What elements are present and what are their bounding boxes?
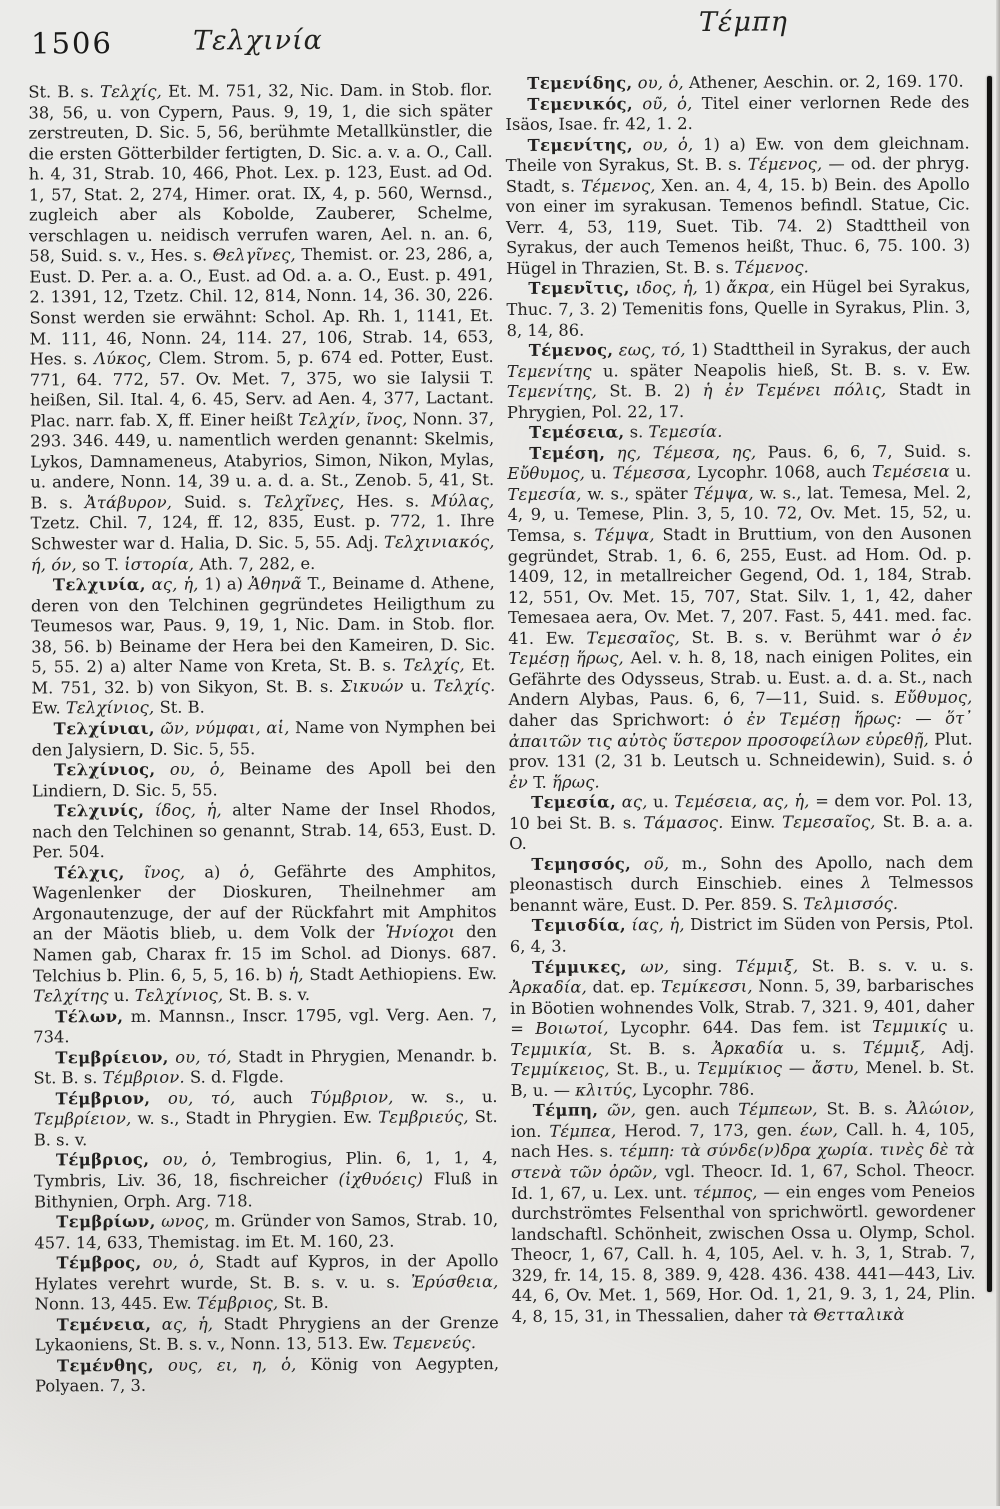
entry-headword: Τέμβριος, <box>55 1150 150 1170</box>
binding-shadow-line <box>987 76 992 1292</box>
lexicon-entry: Τελχίνιαι, ῶν, νύμφαι, αἱ, Name von Nymphen bei den Jalysiern, D. Sic. 5, 55. <box>31 716 496 759</box>
greek-term: ἡ, <box>206 800 222 820</box>
greek-term: Τελχίς, <box>100 81 163 102</box>
greek-term: Τεμενίτης <box>506 361 592 381</box>
entry-headword: Τέλχις, <box>54 862 125 883</box>
greek-term: Τεμεσία. <box>648 422 723 442</box>
entry-headword: Τέμενος, <box>528 340 614 360</box>
entry-headword: Τεμενίδης, <box>527 73 633 93</box>
greek-term: τῶν <box>568 1162 602 1182</box>
entry-headword: Τεμένεια, <box>56 1314 152 1335</box>
greek-term: χωρία. <box>817 1140 874 1160</box>
lexicon-entry: Τελχίνιος, ου, ὁ, Beiname des Apoll bei den Lindiern, D. Sic. 5, 55. <box>31 758 496 801</box>
greek-term: ῶν, <box>160 718 190 738</box>
greek-term: τέμπος, <box>693 1182 758 1202</box>
greek-term: Τέμενος, <box>747 154 823 174</box>
greek-term: Τέμπεων, <box>738 1099 818 1120</box>
entry-headword: Τεμησσός, <box>531 854 632 874</box>
greek-term: ων, <box>640 956 670 976</box>
greek-term: ὁ, <box>668 73 684 93</box>
lexicon-entry: Τεμενίτης, ου, ὁ, 1) a) Ew. von dem gleichnam. Theile von Syrakus, St. B. s. Τέμενος, — od. der phryg. Stadt, s. Τέμενος, Xen. an. 4, 4, 15. b) Bein. des Apollo von einer im syrakusan. Temenos befindl. Statue, Cic. Verr. 4, 53, 119, Suet. Tib. 74. 2) Stadttheil von Syrakus, der auch Temenos heißt, Thuc. 6, 75. 100. 3) Hügel in Thrazien, St. B. s. Τέμενος. <box>505 133 971 278</box>
greek-term: Θετταλικὰ <box>813 1304 905 1325</box>
greek-term: Τέμβριον. <box>102 1067 185 1088</box>
greek-term: ὁ, <box>677 134 694 154</box>
greek-term: ης, <box>616 443 642 463</box>
greek-term: τὰ <box>954 1139 975 1160</box>
greek-term: τό, <box>207 1047 232 1067</box>
greek-term: ἡ, <box>794 791 810 811</box>
greek-term: ιδος, <box>635 278 677 298</box>
greek-term: αὐτὸς <box>617 730 668 750</box>
lexicon-entry: Τέλχις, ῖνος, a) ὁ, Gefährte des Amphitos, Wagenlenker der Dioskuren, Theilnehmer am Argonautenzuge, der auf der Rückfahrt mit Amphitos an der Mäotis blieb, u. dem Volk der Ἡνίοχοι den Namen gab, Charax fr. 15 im Schol. ad Dionys. 687. Telchius b. Plin. 6, 5, 5, 16. b) ἡ, Stadt Aethiopiens. Ew. Τελχίτης u. Τελχίνιος, St. B. s. v. <box>32 860 497 1006</box>
greek-term: ου, <box>167 1088 194 1108</box>
greek-term: Τεμμίκειος, <box>510 1059 610 1080</box>
page-edge-shadow <box>996 0 1000 1506</box>
greek-term: Τέμμιξ, <box>862 1037 926 1057</box>
greek-term: ας, <box>621 792 648 812</box>
greek-term: τέμπη: <box>619 1141 675 1161</box>
greek-term: Ἀρκαδία <box>712 1038 784 1058</box>
greek-term: ἐν <box>746 709 766 729</box>
page-number: 1506 <box>30 26 113 61</box>
greek-term: Τελμισσός. <box>803 893 899 914</box>
greek-term: Τέμψα, <box>594 525 655 545</box>
greek-term: λ <box>860 873 872 893</box>
greek-term: Τεμεσαῖος, <box>782 811 876 832</box>
greek-term: Τέμβριος, <box>196 1293 279 1313</box>
greek-term: Τεμβριεύς, <box>378 1107 469 1127</box>
greek-term: ἥρως, <box>575 648 624 668</box>
lexicon-entry: Τεμέση, ης, Τέμεσα, ης, Paus. 6, 6, 7, Suid. s. Εὔθυμος, u. Τέμεσσα, Lycophr. 1068, auch Τεμέσεια u. Τεμεσία, w. s., später Τέμψα, w. s., lat. Temesa, Mel. 2, 4, 9, u. Temese, Plin. 3, 5, 10. 72, Ov. Met. 15, 52, u. Temsa, s. Τέμψα, Stadt in Bruttium, von den Ausonen gegründet, Strab. 1, 6. 6, 255, Eust. ad Hom. Od. p. 1409, 12, in metallreicher Gegend, Od. 1, 184, Strab. 12, 551, Ov. Met. 15, 707, Stat. Silv. 1, 1, 42, daher Temesaea aera, Ov. Met. 7, 207. Fast. 5, 441. med. fac. 41. Ew. Τεμεσαῖος, St. B. s. v. Berühmt war ὁ ἐν Τεμέσῃ ἥρως, Ael. v. h. 8, 18, nach einigen Polites, ein Gefährte des Odysseus, Strab. u. Eust. a. d. a. St., nach Andern Alybas, Paus. 6, 6, 7—11, Suid. s. Εὔθυμος, daher das Sprichwort: ὁ ἐν Τεμέσῃ ἥρως: — ὅτ᾽ ἀπαιτῶν τις αὐτὸς ὕστερον προσοφείλων εὑρεθῇ, Plut. prov. 131 (2, 31 b. Leutsch u. Schneidewin), Suid. s. ὁ ἐν T. ἥρως. <box>507 441 973 792</box>
lexicon-entry: Τεμέσεια, s. Τεμεσία. <box>529 422 723 443</box>
greek-term: Τύμβριον, <box>310 1087 394 1107</box>
lexicon-entry: Τεμένθης, ους, ει, η, ὁ, König von Aegypten, Polyaen. 7, 3. <box>35 1353 500 1396</box>
greek-term: ἐν <box>952 626 973 646</box>
greek-term: Τελχῖνες, <box>263 491 345 512</box>
greek-term: τό, <box>210 1088 236 1108</box>
greek-term: Τεμέσῃ <box>779 709 841 729</box>
greek-term: ἥρως: <box>853 708 902 729</box>
greek-term: Τεμενίτης, <box>506 381 598 402</box>
greek-term: Λύκος, <box>94 348 152 369</box>
greek-term: Τεμίκεσσι, <box>660 976 753 997</box>
entry-continuation: St. B. s. Τελχίς, Et. M. 751, 32, Nic. Dam. in Stob. flor. 38, 56, u. von Cypern, Paus. 9, 19, 1, die sich später zerstreuten, D. Sic. 5, 56, berühmte Metallkünstler, die die ersten Götterbilder fertigten, D. Sic. a. v. a. O., Call. h. 4, 31, Strab. 10, 466, Phot. Lex. p. 123, Eust. ad Od. 1, 57, Stat. 2, 274, Himer. orat. IX, 4, p. 560, Wernsd., zugleich aber als Kobolde, Zauberer, Schelme, verschlagen u. neidisch verrufen waren, Ael. n. an. 6, 58, Suid. s. v., Hes. s. Θελγῖνες, Themist. or. 23, 286, a, Eust. D. Per. a. a. O., Eust. ad Od. a. a. O., Eust. p. 491, 2. 1391, 12, Tzetz. Chil. 12, 814, Nonn. 14, 36. 30, 226. Sonst werden sie erwähnt: Schol. Ap. Rh. 1, 1141, Et. M. 111, 46, Nonn. 24, 114. 27, 106, Strab. 14, 653, Hes. s. Λύκος, Clem. Strom. 5, p. 674 ed. Potter, Eust. 771, 64. 772, 57. Ov. Met. 7, 375, wo sie Ialysii T. heißen, Sil. Ital. 4, 6. 45, Serv. ad Aen. 4, 377, Lactant. Plac. narr. fab. X, ff. Einer heißt Τελχίν, ῖνος, Nonn. 37, 293. 346. 449, u. namentlich werden genannt: Skelmis, Lykos, Damnameneus, Atabyrios, Simon, Nikon, Mylas, u. andere, Nonn. 14, 39 u. a. d. a. St., Zenob. 5, 41, St. B. s. Ἀτάβυρον, Suid. s. Τελχῖνες, Hes. s. Μύλας, Tzetz. Chil. 7, 124, ff. 12, 835, Eust. p. 772, 1. Ihre Schwester war d. Halia, D. Sic. 5, 55. Adj. Τελχινιακός, ή, όν, so T. ἱστορία, Ath. 7, 282, e. <box>28 80 495 575</box>
greek-term: ἐν <box>724 380 744 401</box>
greek-term: ἐν <box>508 772 529 792</box>
greek-term: ἡ, <box>183 574 199 594</box>
lexicon-entry: Τεμησσός, οῦ, m., Sohn des Apollo, nach dem pleonastisch durch Einschieb. eines λ Telmessos benannt wäre, Eust. D. Per. 859. S. Τελμισσός. <box>509 852 974 915</box>
lexicon-entry: Τέμενος, εως, τό, 1) Stadttheil in Syrakus, der auch Τεμενίτης u. später Neapolis hieß, St. B. s. v. Ew. Τεμενίτης, St. B. 2) ἡ ἐν Τεμένει πόλις, Stadt in Phrygien, Pol. 22, 17. <box>506 338 971 422</box>
greek-term: ου, <box>637 73 664 93</box>
lexicon-entry: Τεμένεια, ας, ἡ, Stadt Phrygiens an der Grenze Lykaoniens, St. B. s. v., Nonn. 13, 513. Ew. Τεμενεύς. <box>34 1312 499 1355</box>
entry-headword: Τεμένθης, <box>56 1355 155 1376</box>
greek-term: ἡ <box>702 381 713 401</box>
greek-term: Βοιωτοί, <box>535 1018 609 1038</box>
entry-headword: Τελχινίς, <box>54 801 145 821</box>
greek-term: ὀρῶν, <box>608 1162 658 1182</box>
greek-term: Τεμεσία, <box>507 484 582 504</box>
greek-term: ῖνος, <box>143 862 186 882</box>
greek-term: εὑρεθῇ, <box>865 729 929 749</box>
greek-term: πόλις, <box>833 380 887 400</box>
entry-headword: Τεμβρίειον, <box>55 1047 169 1068</box>
greek-term: ὁ <box>962 749 973 769</box>
entry-headword: Τελχίνιος, <box>53 759 156 780</box>
greek-term: ἡ, <box>682 278 699 298</box>
lexicon-entry: Τεμεσία, ας, u. Τεμέσεια, ας, ἡ, = dem vor. Pol. 13, 10 bei St. B. s. Τάμασος. Einw. Τεμεσαῖος, St. B. a. a. O. <box>509 790 974 854</box>
greek-term: οῦ, <box>643 853 670 874</box>
greek-term: ὁ <box>723 709 734 729</box>
greek-term: ου, <box>152 1252 179 1272</box>
greek-term: Τεμμίκιος <box>697 1058 783 1079</box>
greek-term: ὁ, <box>201 1149 217 1170</box>
greek-term: ου, <box>642 134 669 154</box>
lexicon-entry: Τελχινίς, ίδος, ἡ, alter Name der Insel Rhodos, nach den Telchinen so genannt, Strab. 14, 653, Eust. D. Per. 504. <box>32 799 497 862</box>
entry-headword: Τελχινία, <box>52 574 146 595</box>
greek-term: ὁ <box>931 626 942 646</box>
greek-term: στενὰ <box>510 1162 562 1182</box>
lexicon-entry: Τεμενικός, οῦ, ὁ, Titel einer verlornen Rede des Isäos, Isae. fr. 42, 1. 2. <box>505 92 970 135</box>
greek-term: Ἀλώιον, <box>906 1098 975 1119</box>
greek-term: νύμφαι, <box>195 718 261 738</box>
entry-headword: Τέμβρος, <box>56 1253 142 1273</box>
entry-headword: Τεμβρίων, <box>56 1211 156 1232</box>
greek-term: ή, <box>30 554 47 575</box>
greek-term: ἡ, <box>669 915 685 935</box>
greek-term: (ἰχθυόεις) <box>338 1169 424 1189</box>
greek-term: οῦ, <box>642 93 668 113</box>
entry-headword: Τέμβριον, <box>55 1088 151 1109</box>
greek-term: Τεμεσαῖος, <box>586 627 681 648</box>
greek-term: Τελχίνιος, <box>65 698 155 718</box>
greek-term: Ἡνίοχοι <box>385 922 456 943</box>
entry-headword: Τεμέση, <box>529 443 606 463</box>
greek-term: Τέμεσα, <box>652 442 721 463</box>
greek-term: ῖνος, <box>366 409 408 429</box>
running-head-left: Τελχινία <box>192 24 323 57</box>
greek-term: Τέμενος, <box>581 175 656 196</box>
running-head-right: Τέμπη <box>698 6 789 38</box>
greek-term: προσοφείλων <box>747 729 861 750</box>
greek-term: Τεμέσεια <box>871 462 950 482</box>
greek-term: Τέμπεα, <box>549 1121 617 1141</box>
greek-term: ῶν, <box>607 1100 637 1120</box>
greek-term: ἥρως. <box>551 772 600 792</box>
greek-term: Τεμμικίς <box>872 1016 948 1037</box>
greek-term: ου, <box>175 1047 201 1067</box>
greek-term: Τελχίτης <box>33 986 109 1006</box>
greek-term: δὲ <box>929 1140 949 1160</box>
lexicon-entry: Τέμβριος, ου, ὁ, Tembrogius, Plin. 6, 1, 1, 4, Tymbris, Liv. 36, 18, fischreicher (ἰχθυόεις) Fluß in Bithynien, Orph. Arg. 718. <box>33 1148 499 1211</box>
greek-term: ει, <box>216 1355 238 1375</box>
entry-headword: Τεμισδία, <box>531 915 627 936</box>
lexicon-entry: Τέμβριον, ου, τό, auch Τύμβριον, w. s., u. Τεμβρίειον, w. s., Stadt in Phrygien. Ew. Τεμβριεύς, St. B. s. v. <box>33 1086 498 1150</box>
greek-term: ὕστερον <box>672 730 742 750</box>
greek-term: αἱ, <box>266 718 290 738</box>
greek-term: Εὔθυμος, <box>507 463 586 484</box>
lexicon-entry: Τεμισδία, ίας, ἡ, District im Süden von Persis, Ptol. 6, 4, 3. <box>509 913 974 956</box>
lexicon-entry: Τελχινία, ας, ἡ, 1) a) Ἀθηνᾶ T., Beiname d. Athene, deren von den Telchinen gegründetes Heiligthum zu Teumesos war, Paus. 9, 19, 1, Nic. Dam. in Stob. flor. 38, 56. b) Beiname der Hera bei den Kameiren, D. Sic. 5, 55. 2) a) alter Name von Kreta, St. B. s. Τελχίς, Et. M. 751, 32. b) von Sikyon, St. B. s. Σικυών u. Τελχίς. Ew. Τελχίνιος, St. B. <box>30 573 496 718</box>
greek-term: Τεμενεύς. <box>392 1333 477 1353</box>
greek-term: Τελχίς. <box>433 675 496 696</box>
greek-term: Τεμμικία, <box>510 1039 593 1059</box>
greek-term: ας, <box>161 1314 188 1334</box>
greek-term: ὁ, <box>189 1252 205 1272</box>
lexicon-entry: Τέμπη, ῶν, gen. auch Τέμπεων, St. B. s. Ἀλώιον, ion. Τέμπεα, Herod. 7, 173, gen. έων, Call. h. 4, 105, nach Hes. s. τέμπη: τὰ σύνδε(ν)δρα χωρία. τινὲς δὲ τὰ στενὰ τῶν ὀρῶν, vgl. Theocr. Id. 1, 67, Schol. Theocr. Id. 1, 67, u. Lex. unt. τέμπος, — ein enges vom Peneios durchströmtes Felsenthal von sprichwörtl. gewordener landschaftl. Schönheit, zwischen Ossa u. Olymp, Schol. Theocr, 1, 67, Call. h. 4, 105, Ael. v. h. 3, 1, Strab. 7, 329, fr. 14, 15. 8, 389. 9, 428. 436. 438. 441—443, Liv. 44, 6, Ov. Met. 1, 569, Hor. Od. 1, 21, 9. 3, 1, 24, Plin. 4, 8, 15, 31, in Thessalien, daher τὰ Θετταλικὰ <box>510 1098 976 1326</box>
greek-term: τό, <box>661 340 686 360</box>
greek-term: τις <box>586 730 612 751</box>
greek-term: Τελχίν, <box>298 409 361 429</box>
greek-term: ἀπαιτῶν <box>508 731 582 751</box>
greek-term: Ἀρκαδία, <box>509 977 588 998</box>
greek-term: Τεμβρίειον, <box>33 1109 132 1129</box>
greek-term: ὁ, <box>209 759 226 779</box>
greek-term: Τέμμιξ, <box>735 955 799 976</box>
greek-term: τὰ <box>680 1141 701 1161</box>
lexicon-entry: Τέλων, m. Mannsn., Inscr. 1795, vgl. Verg. Aen. 7, 734. <box>33 1004 498 1047</box>
lexicon-entry: Τέμβρος, ου, ὁ, Stadt auf Kypros, in der Apollo Hylates verehrt wurde, St. B. s. v. u. s. Ἐρύσθεια, Nonn. 13, 445. Ew. Τέμβριος, St. B. <box>34 1251 499 1314</box>
greek-term: Τεμέσῃ <box>508 648 570 669</box>
lexicon-entry: Τέμμικες, ων, sing. Τέμμιξ, St. B. s. v. u. s. Ἀρκαδία, dat. ep. Τεμίκεσσι, Nonn. 5, 39, barbarisches in Böotien wohnendes Volk, Strab. 7, 321. 9, 401, daher = Βοιωτοί, Lycophr. 644. Das fem. ist Τεμμικίς u. Τεμμικία, St. B. s. Ἀρκαδία u. s. Τέμμιξ, Adj. Τεμμίκειος, St. B., u. Τεμμίκιος — ἄστυ, Menel. b. St. B, u. — κλιτύς, Lycophr. 786. <box>509 955 975 1100</box>
greek-term: ὁ, <box>281 1354 297 1375</box>
greek-term: ὅτ᾽ <box>944 708 973 728</box>
entry-headword: Τεμενίτης, <box>527 134 634 155</box>
greek-term: ης, <box>731 442 757 462</box>
greek-term: Ἀτάβυρον, <box>84 492 173 513</box>
greek-term: Εὔθυμος, <box>894 687 973 708</box>
entry-headword: Τεμενῖτις, <box>528 278 630 299</box>
greek-term: ας, <box>762 791 789 811</box>
greek-term: έων, <box>800 1120 839 1140</box>
greek-term: ἄστυ, <box>811 1058 860 1078</box>
entry-headword: Τέλων, <box>55 1006 124 1026</box>
greek-term: Τελχίς, <box>402 655 465 675</box>
greek-term: ἡ, <box>288 964 304 984</box>
lexicon-entry: Τεμβρίων, ωνος, m. Gründer von Samos, Strab. 10, 457. 14, 633, Themistag. im Et. M. 160, 23. <box>34 1210 499 1253</box>
greek-term: Τελχίνιος, <box>134 985 224 1005</box>
lexicon-entry: Τεμενῖτις, ιδος, ἡ, 1) ἄκρα, ein Hügel bei Syrakus, Thuc. 7, 3. 2) Temenitis fons, Quelle in Syrakus, Plin. 3, 8, 14, 86. <box>506 277 971 340</box>
lexicon-entry: Τεμενίδης, ου, ὁ, Athener, Aeschin. or. 2, 169. 170. <box>527 71 964 93</box>
entry-headword: Τέμπη, <box>532 1100 599 1121</box>
greek-term: Τέμενος. <box>734 257 810 277</box>
greek-term: σύνδε(ν)δρα <box>706 1140 812 1161</box>
entry-headword: Τεμενικός, <box>527 93 634 114</box>
lexicon-entry: Τεμβρίειον, ου, τό, Stadt in Phrygien, Menandr. b. St. B. s. Τέμβριον. S. d. Flgde. <box>33 1045 498 1088</box>
greek-term: ὁ, <box>239 862 255 882</box>
greek-term: Τεμένει <box>756 380 822 400</box>
greek-term: ὁ, <box>677 93 693 113</box>
entry-headword: Τέμμικες, <box>531 956 627 977</box>
greek-term: ἡ, <box>197 1314 214 1334</box>
column-left <box>28 80 499 1397</box>
greek-term: ου, <box>169 759 196 779</box>
greek-term: ἄκρα, <box>726 278 775 298</box>
greek-term: Τεμέσεια, <box>674 791 758 812</box>
greek-term: ωνος, <box>161 1211 210 1231</box>
greek-term: Τέμψα, <box>693 483 754 503</box>
entry-headword: Τεμεσία, <box>530 792 617 812</box>
greek-term: η, <box>251 1355 268 1375</box>
greek-term: Τέμεσσα, <box>612 463 692 483</box>
greek-term: Θελγῖνες, <box>212 245 296 265</box>
greek-term: εως, <box>618 340 656 360</box>
greek-term: Σικυών <box>340 676 404 696</box>
greek-term: Ἐρύσθεια, <box>411 1271 499 1292</box>
greek-term: Ἀθηνᾶ <box>248 574 302 594</box>
column-right <box>505 72 976 1328</box>
greek-term: ἱστορία, <box>124 554 195 574</box>
greek-term: ας, <box>151 574 178 594</box>
greek-term: όν, <box>51 554 77 574</box>
greek-term: Μύλας, <box>430 490 495 511</box>
greek-term: Τελχινιακός, <box>383 532 495 552</box>
greek-term: ου, <box>162 1150 189 1170</box>
entry-headword: Τελχίνιαι, <box>53 718 155 739</box>
entry-headword: Τεμέσεια, <box>529 422 625 443</box>
greek-term: ους, <box>167 1355 203 1375</box>
greek-term: ίδος, <box>154 800 197 820</box>
greek-term: Τάμασος. <box>643 812 724 832</box>
greek-term: ίας, <box>631 915 664 935</box>
greek-term: τινὲς <box>879 1140 924 1160</box>
greek-term: κλιτύς, <box>575 1080 638 1100</box>
greek-term: τὰ <box>787 1305 809 1325</box>
